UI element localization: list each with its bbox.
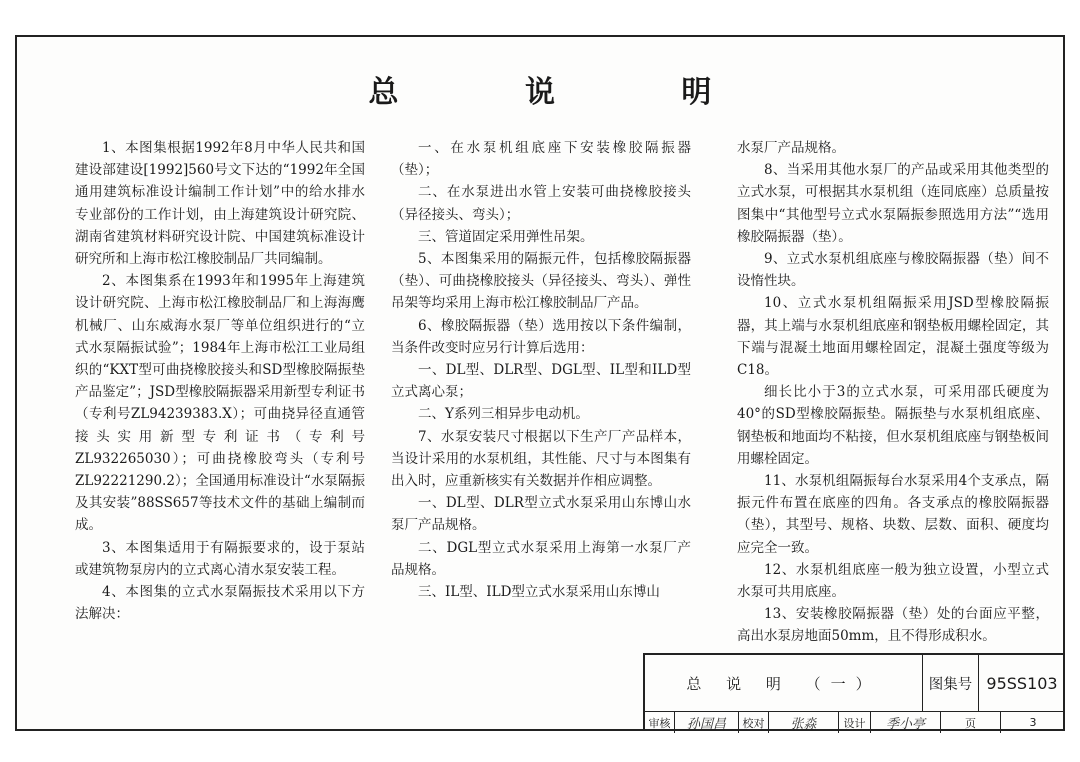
paragraph: 一、DL型、DLR型立式水泵采用山东博山水泵厂产品规格。 bbox=[391, 495, 691, 534]
checker-signature: 张淼 bbox=[769, 712, 839, 733]
paragraph: 水泵厂产品规格。 bbox=[737, 140, 845, 156]
page-title: 总 说 明 bbox=[368, 75, 770, 110]
paragraph: 3、本图集适用于有隔振要求的，设于泵站或建筑物泵房内的立式离心清水泵安装工程。 bbox=[75, 539, 365, 578]
paragraph: 13、安装橡胶隔振器（垫）处的台面应平整，高出水泵房地面50mm，且不得形成积水。 bbox=[737, 606, 1049, 645]
title-block-sign-row bbox=[645, 712, 1065, 733]
reviewer-signature: 孙国昌 bbox=[675, 712, 739, 733]
page-label: 页 bbox=[941, 712, 1001, 733]
paragraph: 一、在水泵机组底座下安装橡胶隔振器（垫）； bbox=[391, 140, 691, 179]
paragraph: 细长比小于3的立式水泵，可采用邵氏硬度为40°的SD型橡胶隔振垫。隔振垫与水泵机组底座、钢垫板和地面均不粘接，但水泵机组底座与钢垫板间用螺栓固定。 bbox=[737, 384, 1049, 467]
paragraph: 二、Y系列三相异步电动机。 bbox=[418, 406, 589, 423]
designer-signature: 季小亭 bbox=[871, 712, 941, 733]
text-column-2 bbox=[391, 137, 691, 603]
paragraph: 二、DGL型立式水泵采用上海第一水泵厂产品规格。 bbox=[391, 539, 691, 578]
title-block-main-row bbox=[645, 655, 1065, 712]
paragraph: 8、当采用其他水泵厂的产品或采用其他类型的立式水泵，可根据其水泵机组（连同底座）总质量按图集中“其他型号立式水泵隔振参照选用方法”“选用橡胶隔振器（垫）。 bbox=[737, 162, 1049, 245]
paragraph: 10、立式水泵机组隔振采用JSD型橡胶隔振器，其上端与水泵机组底座和钢垫板用螺栓固定，其下端与混凝土地面用螺栓固定，混凝土强度等级为C18。 bbox=[737, 295, 1049, 379]
paragraph: 6、橡胶隔振器（垫）选用按以下条件编制，当条件改变时应另行计算后选用： bbox=[391, 317, 691, 356]
reviewer-label: 审核 bbox=[645, 712, 675, 733]
text-column-1 bbox=[75, 137, 365, 625]
designer-label: 设计 bbox=[839, 712, 871, 733]
paragraph: 1、本图集根据1992年8月中华人民共和国建设部建设[1992]560号文下达的“1992年全国通用建筑标准设计编制工作计划”中的给水排水专业部份的工作计划，由上海建筑设计研究院、湖南省建筑材料研究设计院、中国建筑标准设计研究所和上海市松江橡胶制品厂共同编制。 bbox=[75, 140, 365, 268]
paragraph: 12、水泵机组底座一般为独立设置，小型立式水泵可共用底座。 bbox=[737, 561, 1049, 601]
paragraph: 11、水泵机组隔振每台水泵采用4个支承点，隔振元件布置在底座的四角。各支承点的橡胶隔振器（垫），其型号、规格、块数、层数、面积、硬度均应完全一致。 bbox=[737, 473, 1049, 556]
paragraph: 三、管道固定采用弹性吊架。 bbox=[418, 228, 594, 245]
paragraph: 2、本图集系在1993年和1995年上海建筑设计研究院、上海市松江橡胶制品厂和上海海鹰机械厂、山东威海水泵厂等单位组织进行的“立式水泵隔振试验”；1984年上海市松江工业局组织的“KXT型可曲挠橡胶接头和SD型橡胶隔振垫产品鉴定”；JSD型橡胶隔振器采用新型专利证书（专利号ZL94239383.X）；可曲挠异径直通管接头实用新型专利证书（专利号ZL932265030）；可曲挠橡胶弯头（专利号ZL92221290.2）；全国通用标准设计“水泵隔振及其安装”88SS657等技术文件的基础上编制而成。 bbox=[75, 273, 365, 534]
paragraph: 三、IL型、ILD型立式水泵采用山东博山 bbox=[418, 584, 660, 601]
title-block bbox=[643, 653, 1065, 731]
checker-label: 校对 bbox=[739, 712, 769, 733]
paragraph: 一、DL型、DLR型、DGL型、IL型和ILD型立式离心泵； bbox=[391, 362, 691, 401]
paragraph: 5、本图集采用的隔振元件，包括橡胶隔振器（垫）、可曲挠橡胶接头（异径接头、弯头）、弹性吊架等均采用上海市松江橡胶制品厂产品。 bbox=[391, 251, 691, 312]
paragraph: 二、在水泵进出水管上安装可曲挠橡胶接头（异径接头、弯头）； bbox=[391, 184, 691, 223]
paragraph: 7、水泵安装尺寸根据以下生产厂产品样本，当设计采用的水泵机组，其性能、尺寸与本图集有出入时，应重新核实有关数据并作相应调整。 bbox=[391, 428, 691, 490]
atlas-number-label: 图集号 bbox=[923, 655, 979, 711]
paragraph: 9、立式水泵机组底座与橡胶隔振器（垫）间不设惰性块。 bbox=[737, 251, 1049, 290]
paragraph: 4、本图集的立式水泵隔振技术采用以下方法解决： bbox=[75, 584, 365, 623]
drawing-sheet bbox=[15, 35, 1065, 731]
drawing-name: 总 说 明 （一） bbox=[645, 655, 923, 711]
text-column-3 bbox=[737, 137, 1049, 648]
page-number: 3 bbox=[1029, 716, 1037, 729]
atlas-number: 95SS103 bbox=[986, 673, 1058, 693]
